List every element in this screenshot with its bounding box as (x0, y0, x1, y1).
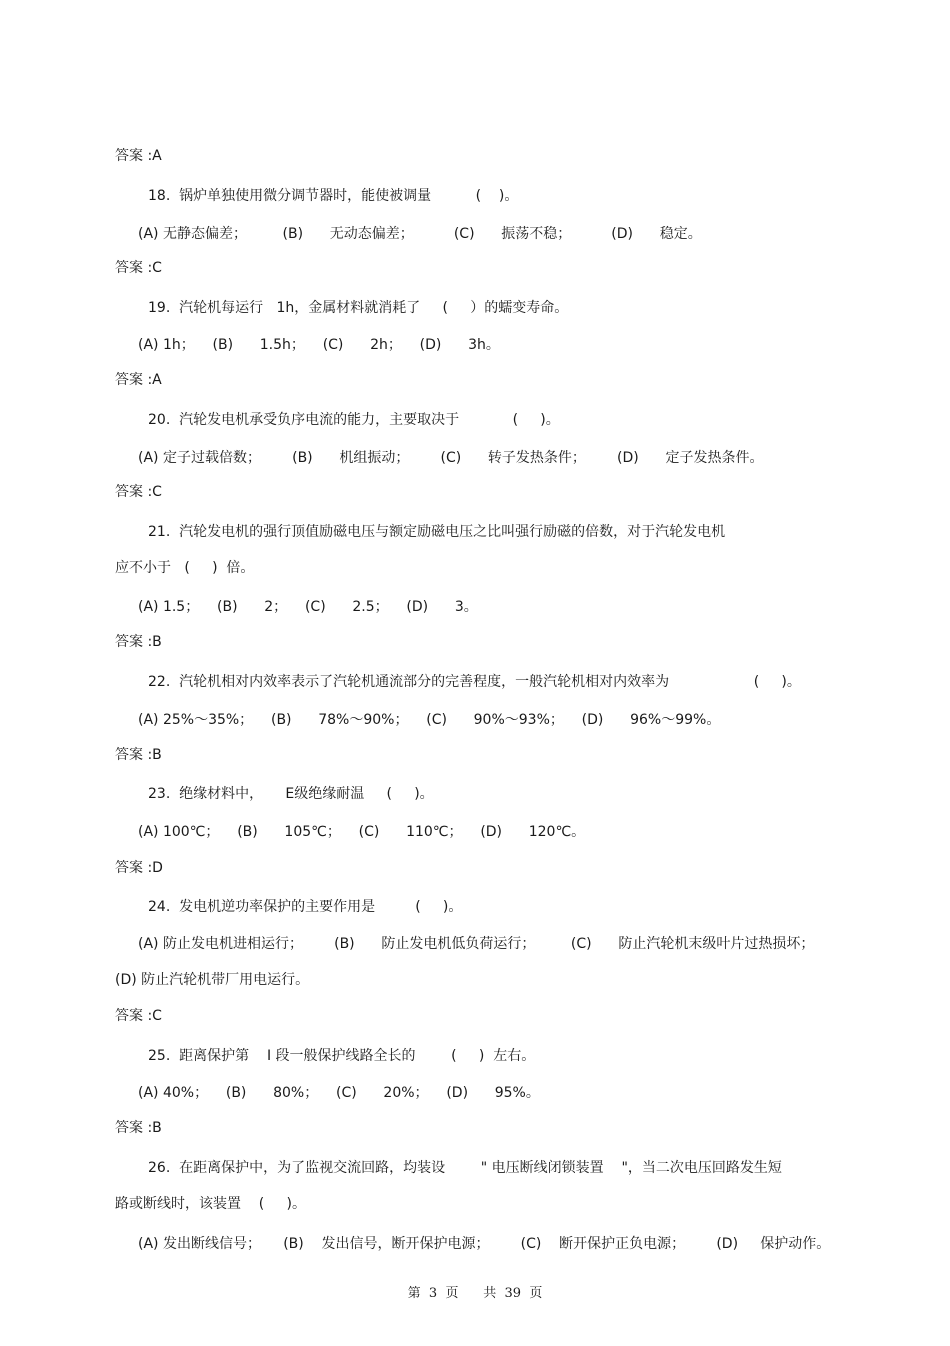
answer-line: 答案 :C (115, 260, 162, 276)
question-line: 22. 汽轮机相对内效率表示了汽轮机通流部分的完善程度，一般汽轮机相对内效率为 ( )。 (148, 674, 801, 690)
answer-line: 答案 :D (115, 860, 163, 876)
answer-line: 答案 :A (115, 372, 162, 388)
options-line: (A) 发出断线信号； (B) 发出信号，断开保护电源； (C) 断开保护正负电源； (D) 保护动作。 (138, 1236, 831, 1252)
answer-line: 答案 :C (115, 1008, 162, 1024)
options-line: (A) 40%； (B) 80%； (C) 20%； (D) 95%。 (138, 1085, 540, 1101)
options-line: (A) 100℃； (B) 105℃； (C) 110℃； (D) 120℃。 (138, 824, 586, 840)
options-line: (A) 25%～35%； (B) 78%～90%； (C) 90%～93%； (D) 96%～99%。 (138, 712, 721, 728)
question-line: 26. 在距离保护中，为了监视交流回路，均装设 " 电压断线闭锁装置 "，当二次电压回路发生短 (148, 1160, 782, 1176)
options-line: (A) 1.5； (B) 2； (C) 2.5； (D) 3。 (138, 599, 478, 615)
page-footer: 第 3 页 共 39 页 (407, 1286, 543, 1301)
options-line: (A) 防止发电机进相运行； (B) 防止发电机低负荷运行； (C) 防止汽轮机末级叶片过热损坏； (138, 936, 815, 952)
text-line: 路或断线时，该装置 ( )。 (115, 1196, 306, 1212)
answer-line: 答案 :B (115, 747, 162, 763)
text-line: 应不小于 ( ) 倍。 (115, 560, 255, 576)
answer-line: 答案 :A (115, 148, 162, 164)
answer-line: 答案 :B (115, 634, 162, 650)
question-line: 20. 汽轮发电机承受负序电流的能力，主要取决于 ( )。 (148, 412, 560, 428)
answer-line: 答案 :B (115, 1120, 162, 1136)
question-line: 18. 锅炉单独使用微分调节器时，能使被调量 ( )。 (148, 188, 519, 204)
options-line: (A) 1h； (B) 1.5h； (C) 2h； (D) 3h。 (138, 337, 500, 353)
question-line: 23. 绝缘材料中， E级绝缘耐温 ( )。 (148, 786, 434, 802)
text-line: (D) 防止汽轮机带厂用电运行。 (115, 972, 310, 988)
question-line: 21. 汽轮发电机的强行顶值励磁电压与额定励磁电压之比叫强行励磁的倍数，对于汽轮发电机 (148, 524, 726, 540)
options-line: (A) 无静态偏差； (B) 无动态偏差； (C) 振荡不稳； (D) 稳定。 (138, 226, 702, 242)
question-line: 25. 距离保护第 Ⅰ 段一般保护线路全长的 ( ) 左右。 (148, 1048, 536, 1064)
options-line: (A) 定子过载倍数； (B) 机组振动； (C) 转子发热条件； (D) 定子发热条件。 (138, 450, 764, 466)
question-line: 19. 汽轮机每运行 1h，金属材料就消耗了 ( ）的蠕变寿命。 (148, 300, 569, 316)
answer-line: 答案 :C (115, 484, 162, 500)
question-line: 24. 发电机逆功率保护的主要作用是 ( )。 (148, 899, 463, 915)
